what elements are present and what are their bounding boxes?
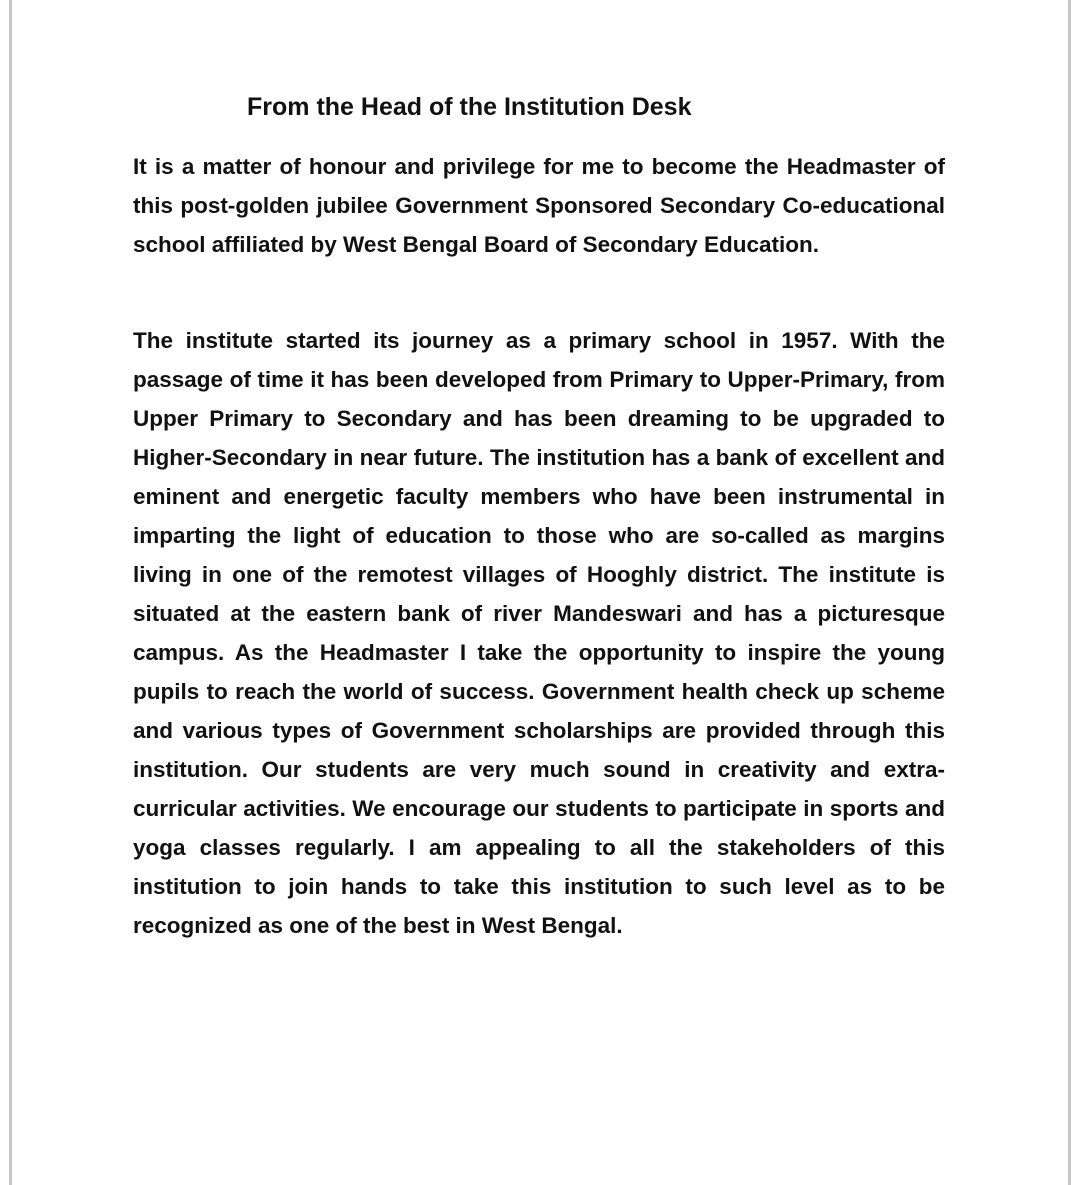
- page-right-border: [1068, 0, 1071, 1185]
- paragraph-introduction: It is a matter of honour and privilege for me to become the Headmaster of this post-golden jubilee Government Sponsored Secondary Co-educational school affiliated by West Bengal Board of Secondary Education.: [133, 154, 945, 257]
- document-heading: From the Head of the Institution Desk: [247, 93, 692, 121]
- paragraph-history: The institute started its journey as a primary school in 1957. With the passage of time it has been developed from Primary to Upper-Primary, from Upper Primary to Secondary and has been dreaming to be upgraded to Higher-Secondary in near future. The institution has a bank of excellent and eminent and energetic faculty members who have been instrumental in imparting the light of education to those who are so-called as margins living in one of the remotest villages of Hooghly district. The institute is situated at the eastern bank of river Mandeswari and has a picturesque campus. As the Headmaster I take the opportunity to inspire the young pupils to reach the world of success. Government health check up scheme and various types of Government scholarships are provided through this institution. Our students are very much sound in creativity and extra-curricular activities. We encourage our students to participate in sports and yoga classes regularly. I am appealing to all the stakeholders of this institution to join hands to take this institution to such level as to be recognized as one of the best in West Bengal.: [133, 328, 945, 938]
- page-left-border: [9, 0, 12, 1185]
